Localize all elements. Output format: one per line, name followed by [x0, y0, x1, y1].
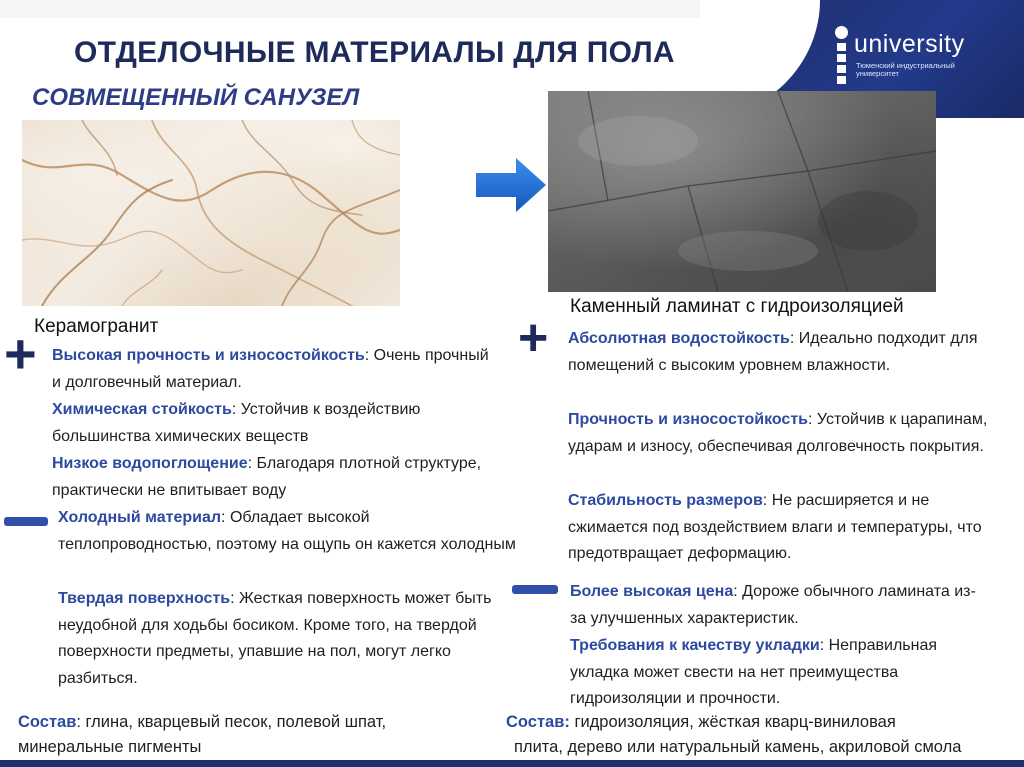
composition-label: Состав — [18, 713, 77, 731]
composition-text: : глина, кварцевый песок, полевой шпат, минеральные пигменты — [18, 713, 387, 756]
con-item — [570, 579, 990, 632]
pro-text: : Благодаря плотной структуре, практически не впитывает воду — [52, 455, 482, 499]
pro-keyword: Стабильность размеров — [568, 492, 763, 509]
composition-right — [506, 710, 1024, 760]
con-text: : Дороже обычного ламината из-за улучшенных характеристик. — [570, 583, 976, 627]
con-text: : Неправильная укладка может свести на нет преимущества гидроизоляции и прочности. — [570, 637, 938, 707]
pro-item — [52, 397, 502, 450]
pro-keyword: Высокая прочность и износостойкость — [52, 347, 365, 364]
plus-icon: + — [4, 322, 37, 385]
pro-item — [52, 343, 492, 396]
stone-laminate-caption: Каменный ламинат с гидроизоляцией — [570, 296, 904, 317]
footer-rule — [0, 760, 1024, 767]
page-title: ОТДЕЛОЧНЫЕ МАТЕРИАЛЫ ДЛЯ ПОЛА — [74, 36, 675, 69]
con-item — [570, 633, 990, 713]
pro-item — [52, 451, 502, 504]
logo-wordmark: university — [854, 30, 965, 58]
pro-text: : Не расширяется и не сжимается под воздействием влаги и температуры, что предотвращает деформацию. — [568, 492, 982, 562]
ceramic-granite-caption: Керамогранит — [34, 316, 159, 337]
header-band — [0, 0, 760, 18]
pro-text: : Устойчив к воздействию большинства химических веществ — [52, 401, 421, 445]
pro-text: : Устойчив к царапинам, ударам и износу, обеспечивая долговечность покрытия. — [568, 411, 988, 455]
arrow-right-icon — [476, 158, 546, 212]
pro-item — [568, 488, 998, 568]
pro-item — [568, 326, 988, 379]
pro-keyword: Абсолютная водостойкость — [568, 330, 790, 347]
plus-icon: + — [518, 309, 549, 367]
ceramic-granite-photo — [22, 120, 400, 306]
pro-text: : Идеально подходит для помещений с высоким уровнем влажности. — [568, 330, 978, 374]
pro-keyword: Химическая стойкость — [52, 401, 232, 418]
composition-left — [18, 710, 488, 760]
stone-laminate-photo — [548, 91, 936, 292]
con-item — [58, 505, 518, 558]
con-item — [58, 586, 528, 692]
con-keyword: Более высокая цена — [570, 583, 734, 600]
con-text: : Обладает высокой теплопроводностью, поэтому на ощупь он кажется холодным — [58, 509, 516, 553]
con-keyword: Требования к качеству укладки — [570, 637, 820, 654]
con-text: : Жесткая поверхность может быть неудобной для ходьбы босиком. Кроме того, на твердой поверхности предметы, упавшие на пол, могут легко разбиться. — [58, 590, 492, 687]
con-keyword: Твердая поверхность — [58, 590, 231, 607]
composition-label: Состав: — [506, 713, 570, 731]
logo-subtitle: Тюменский индустриальный университет — [856, 61, 955, 78]
pro-keyword: Низкое водопоглощение — [52, 455, 248, 472]
pro-text: : Очень прочный и долговечный материал. — [52, 347, 489, 391]
page-subtitle: СОВМЕЩЕННЫЙ САНУЗЕЛ — [32, 84, 360, 111]
university-logo-icon — [834, 26, 848, 84]
composition-text-line2: плита, дерево или натуральный камень, акриловой смола — [514, 738, 962, 756]
pro-item — [568, 407, 988, 460]
composition-text: гидроизоляция, жёсткая кварц-виниловая — [569, 713, 896, 731]
con-keyword: Холодный материал — [58, 509, 222, 526]
pro-keyword: Прочность и износостойкость — [568, 411, 808, 428]
minus-icon — [4, 517, 48, 526]
